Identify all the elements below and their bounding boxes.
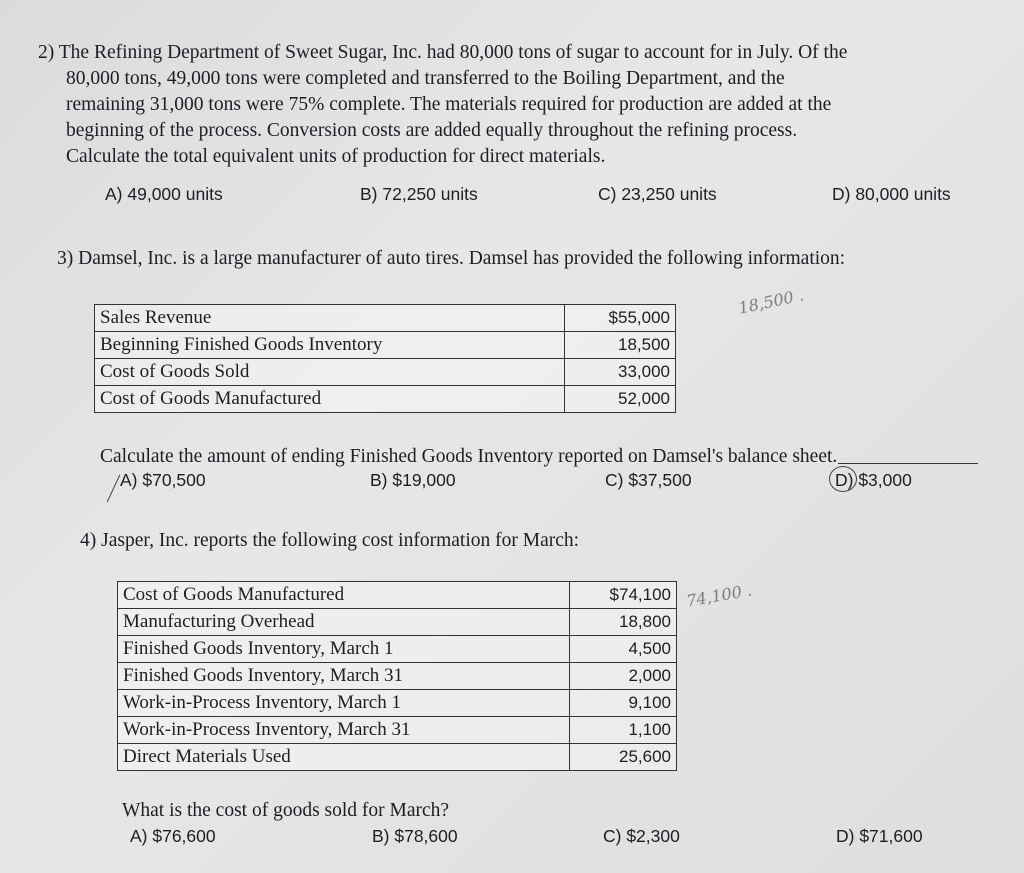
row-value: 2,000 — [570, 663, 677, 690]
q2-choice-c[interactable]: C) 23,250 units — [598, 184, 717, 204]
q2-choice-d[interactable]: D) 80,000 units — [832, 184, 951, 204]
row-value: 18,800 — [570, 609, 677, 636]
row-label: Cost of Goods Sold — [95, 359, 565, 386]
q3-answer-circle-d — [829, 466, 857, 492]
table-row — [118, 582, 677, 609]
table-row — [95, 386, 676, 413]
q2-line-2: 80,000 tons, 49,000 tons were completed and transferred to the Boiling Department, and the — [66, 68, 785, 89]
q3-choice-a[interactable]: A) $70,500 — [120, 470, 206, 490]
q3-choice-c[interactable]: C) $37,500 — [605, 470, 692, 490]
row-value: 18,500 — [565, 332, 676, 359]
q3-question: Calculate the amount of ending Finished Goods Inventory reported on Damsel's balance sheet. — [100, 446, 838, 467]
table-row — [118, 636, 677, 663]
q4-question: What is the cost of goods sold for March? — [122, 800, 450, 821]
q3-handwritten-note: 18,500 . — [736, 285, 806, 318]
row-value: 9,100 — [570, 690, 677, 717]
q3-underline — [838, 463, 978, 464]
q2-choice-b[interactable]: B) 72,250 units — [360, 184, 478, 204]
row-label: Finished Goods Inventory, March 31 — [118, 663, 570, 690]
row-label: Work-in-Process Inventory, March 1 — [118, 690, 570, 717]
q4-handwritten-note: 74,100 . — [684, 580, 754, 611]
row-label: Work-in-Process Inventory, March 31 — [118, 717, 570, 744]
row-value: 1,100 — [570, 717, 677, 744]
q4-choice-b[interactable]: B) $78,600 — [372, 826, 458, 846]
q2-line-5: Calculate the total equivalent units of production for direct materials. — [66, 146, 606, 167]
row-label: Manufacturing Overhead — [118, 609, 570, 636]
table-row — [118, 663, 677, 690]
q4-info-table — [117, 581, 677, 771]
table-row — [118, 690, 677, 717]
table-row — [95, 332, 676, 359]
row-value: 33,000 — [565, 359, 676, 386]
table-row — [118, 609, 677, 636]
q2-text — [38, 40, 1018, 170]
q2-choice-a[interactable]: A) 49,000 units — [105, 184, 223, 204]
row-label: Cost of Goods Manufactured — [95, 386, 565, 413]
row-label: Beginning Finished Goods Inventory — [95, 332, 565, 359]
row-value: 25,600 — [570, 744, 677, 771]
q2-line-4: beginning of the process. Conversion costs are added equally throughout the refining process. — [66, 120, 798, 141]
row-value: 4,500 — [570, 636, 677, 663]
q4-choice-d[interactable]: D) $71,600 — [836, 826, 923, 846]
table-row — [118, 744, 677, 771]
q4-choice-a[interactable]: A) $76,600 — [130, 826, 216, 846]
q2-line-3: remaining 31,000 tons were 75% complete. The materials required for production are added at the — [66, 94, 832, 115]
row-label: Sales Revenue — [95, 305, 565, 332]
table-row — [95, 305, 676, 332]
q4-intro: 4) Jasper, Inc. reports the following cost information for March: — [80, 530, 580, 551]
row-value: $55,000 — [565, 305, 676, 332]
q3-info-table — [94, 304, 676, 413]
table-row — [95, 359, 676, 386]
q3-choice-d[interactable]: D) $3,000 — [835, 470, 912, 490]
row-label: Cost of Goods Manufactured — [118, 582, 570, 609]
q4-choices — [0, 826, 1024, 852]
q4-choice-c[interactable]: C) $2,300 — [603, 826, 680, 846]
q3-choices — [0, 470, 1024, 496]
table-row — [118, 717, 677, 744]
row-label: Direct Materials Used — [118, 744, 570, 771]
row-label: Finished Goods Inventory, March 1 — [118, 636, 570, 663]
q3-intro: 3) Damsel, Inc. is a large manufacturer of auto tires. Damsel has provided the following information: — [57, 248, 846, 269]
row-value: 52,000 — [565, 386, 676, 413]
q2-choices — [0, 184, 1024, 210]
q2-line-1: 2) The Refining Department of Sweet Sugar, Inc. had 80,000 tons of sugar to account for in July. Of the — [38, 42, 848, 63]
q3-choice-b[interactable]: B) $19,000 — [370, 470, 456, 490]
row-value: $74,100 — [570, 582, 677, 609]
